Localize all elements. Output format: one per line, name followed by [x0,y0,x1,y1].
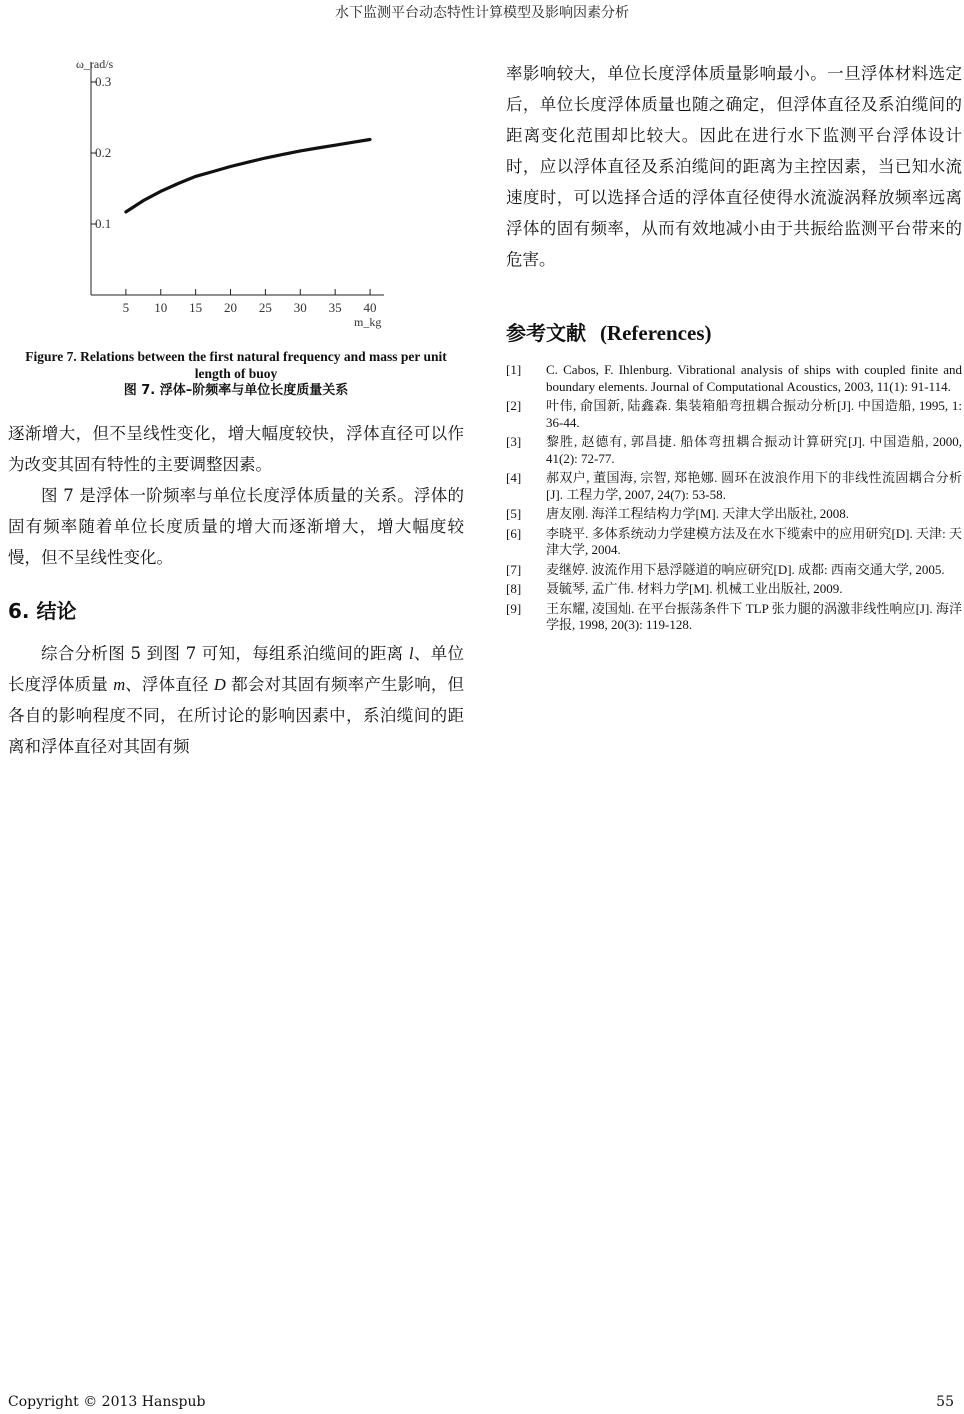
y-tick-label: 0.1 [95,216,112,231]
reference-text: 麦继婷. 波流作用下悬浮隧道的响应研究[D]. 成都: 西南交通大学, 2005. [546,561,945,577]
reference-item [506,562,962,579]
references-heading [506,317,962,346]
p3-text-b: 、单位长度浮体质量 [8,644,464,694]
series-line [126,140,370,212]
figure-caption-en: Figure 7. Relations between the first natural frequency and mass per unit length of buoy [25,349,447,381]
reference-item [506,526,962,559]
reference-number: [1] [506,362,522,377]
reference-text: 唐友刚. 海洋工程结构力学[M]. 天津大学出版社, 2008. [546,506,849,521]
x-tick-label: 20 [224,300,238,315]
references-heading-cn: 参考文献 [506,321,586,345]
reference-item [506,506,962,523]
reference-number: [7] [506,561,522,577]
reference-number: [5] [506,506,522,521]
p3-text-c: 、浮体直径 [125,675,214,694]
section-title-conclusion: 6. 结论 [8,599,77,623]
p3-text-d: 都会对其固有频率产生影响，但各自的影响程度不同，在所讨论的影响因素中，系泊缆间的距离和浮体直径对其固有频 [8,675,465,756]
reference-text: C. Cabos, F. Ihlenburg. Vibrational analysis of ships with coupled finite and boundary elements. Journal of Computational Acoustics, 2003, 11(1): 91-114. [546,362,962,394]
reference-number: [6] [506,525,522,541]
reference-text: 李晓平. 多体系统动力学建模方法及在水下缆索中的应用研究[D]. 天津: 天津大学, 2004. [546,525,962,557]
paragraph-right-1: 率影响较大，单位长度浮体质量影响最小。一旦浮体材料选定后，单位长度浮体质量也随之确定，但浮体直径及系泊缆间的距离变化范围却比较大。因此在进行水下监测平台浮体设计时，应以浮体直径及系泊缆间的距离为主控因素，当已知水流速度时，可以选择合适的浮体直径使得水流漩涡释放频率远离浮体的固有频率，从而有效地减小由于共振给监测平台带来的危害。 [506,64,962,269]
paragraph-left-2: 图 7 是浮体一阶频率与单位长度浮体质量的关系。浮体的固有频率随着单位长度质量的增大而逐渐增大，增大幅度较慢，但不呈线性变化。 [8,486,464,567]
reference-number: [9] [506,600,522,616]
reference-text: 郝双户, 董国海, 宗智, 郑艳娜. 圆环在波浪作用下的非线性流固耦合分析[J]. 工程力学, 2007, 24(7): 53-58. [546,470,962,502]
x-axis-label: m_kg [354,315,382,329]
reference-item [506,601,962,634]
reference-list [506,362,962,634]
reference-number: [3] [506,434,522,449]
var-l: l [408,644,414,663]
x-tick-label: 5 [122,300,130,315]
reference-text: 叶伟, 俞国新, 陆鑫森. 集装箱船弯扭耦合振动分析[J]. 中国造船, 1995, 1: 36-44. [546,398,962,430]
figure-7-chart [8,40,464,340]
p3-text-a: 综合分析图 5 到图 7 可知，每组系泊缆间的距离 [41,644,409,663]
references-heading-en: (References) [599,321,712,345]
x-tick-label: 15 [189,300,203,315]
reference-item [506,470,962,503]
paragraph-left-1: 逐渐增大，但不呈线性变化，增大幅度较快，浮体直径可以作为改变其固有特性的主要调整因素。 [8,424,464,474]
footer-page-number: 55 [936,1394,954,1410]
reference-number: [2] [506,398,522,413]
axis-ticks [91,74,377,315]
running-header: 水下监测平台动态特性计算模型及影响因素分析 [335,5,629,21]
y-axis-label: ω_rad/s [76,57,114,71]
y-tick-label: 0.2 [95,145,112,160]
reference-number: [4] [506,470,522,485]
x-tick-label: 25 [258,300,272,315]
reference-item [506,398,962,431]
left-column [8,40,464,762]
reference-item [506,581,962,598]
figure-caption-cn: 图 7. 浮体–阶频率与单位长度质量关系 [123,383,349,398]
var-m: m [113,675,126,694]
var-D: D [213,675,226,694]
reference-item [506,362,962,395]
reference-text: 王东耀, 凌国灿. 在平台振荡条件下 TLP 张力腿的涡激非线性响应[J]. 海洋学报, 1998, 20(3): 119-128. [546,600,962,632]
x-tick-label: 35 [328,300,342,315]
x-tick-label: 10 [154,300,168,315]
footer-copyright: Copyright © 2013 Hanspub [8,1394,206,1410]
x-tick-label: 40 [363,300,377,315]
reference-item [506,434,962,467]
y-tick-label: 0.3 [95,74,112,89]
reference-text: 聂毓琴, 孟广伟. 材料力学[M]. 机械工业出版社, 2009. [546,581,843,596]
right-column [506,58,962,637]
reference-text: 黎胜, 赵德有, 郭昌捷. 船体弯扭耦合振动计算研究[J]. 中国造船, 2000, 41(2): 72-77. [546,434,962,466]
paragraph-left-3 [8,638,464,762]
x-tick-label: 30 [293,300,307,315]
chart-svg [8,40,464,340]
reference-number: [8] [506,581,522,596]
